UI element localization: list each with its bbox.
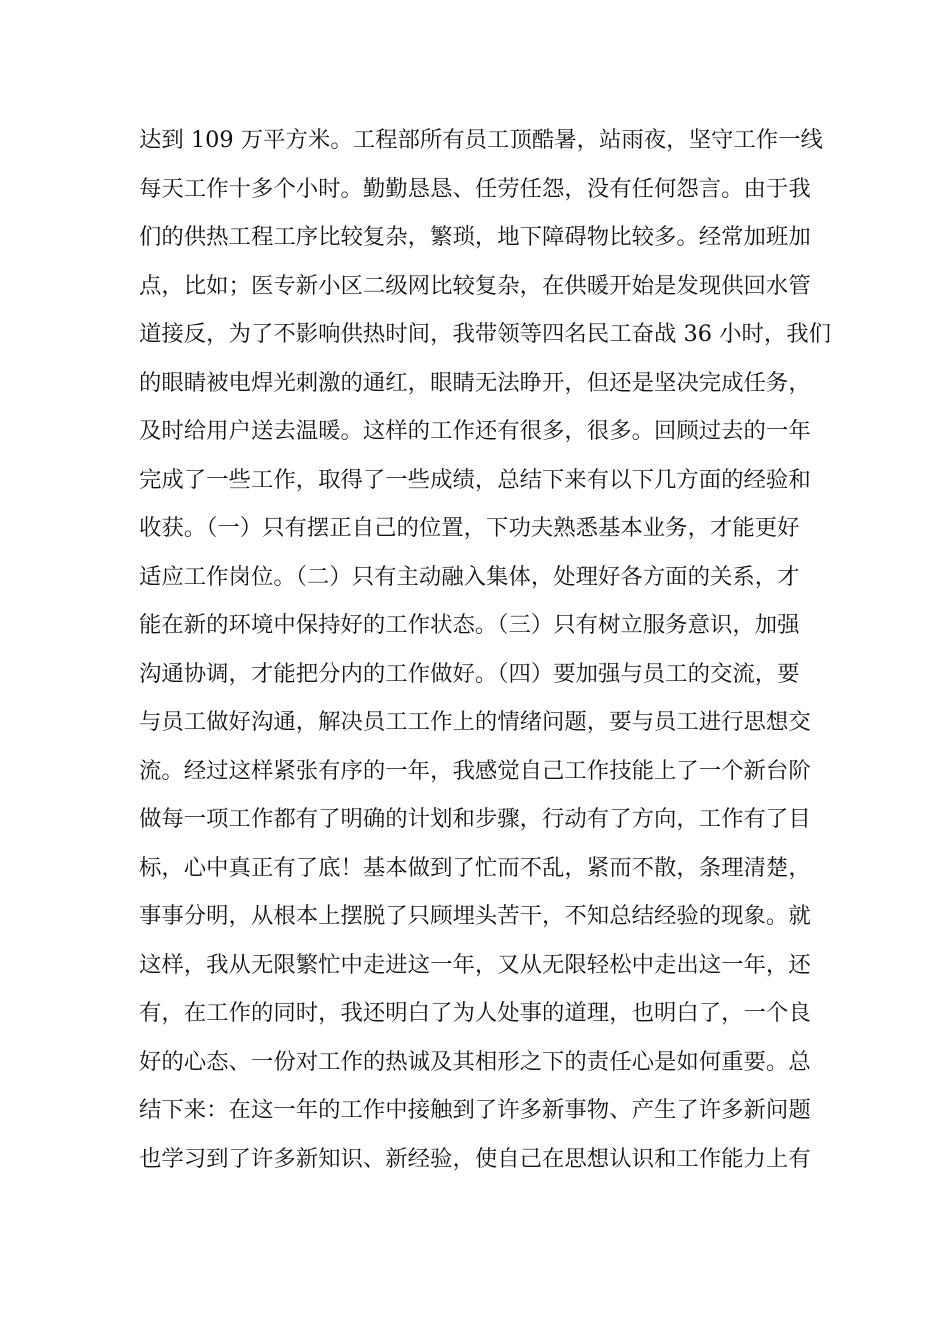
body-paragraph [139,116,839,1183]
text-line: 沟通协调，才能把分内的工作做好。（四）要加强与员工的交流，要 [139,660,800,687]
text-line: 道接反，为了不影响供热时间，我带领等四名民工奋战 36 小时，我们 [139,321,832,347]
text-line: 点，比如；医专新小区二级网比较复杂，在供暖开始是发现供回水管 [139,272,811,299]
text-line: 结下来：在这一年的工作中接触到了许多新事物、产生了许多新问题 [139,1097,811,1123]
text-line: 好的心态、一份对工作的热诚及其相形之下的责任心是如何重要。总 [139,1048,811,1075]
text-line: 标，心中真正有了底！基本做到了忙而不乱，紧而不散，条理清楚， [139,854,811,881]
text-line: 流。经过这样紧张有序的一年，我感觉自己工作技能上了一个新台阶 [139,757,811,784]
text-line: 做每一项工作都有了明确的计划和步骤，行动有了方向，工作有了目 [139,806,811,832]
text-line: 有，在工作的同时，我还明白了为人处事的道理，也明白了，一个良 [139,1000,811,1026]
text-line: 能在新的环境中保持好的工作状态。（三）只有树立服务意识，加强 [139,612,800,638]
text-line: 适应工作岗位。（二）只有主动融入集体，处理好各方面的关系，才 [139,563,800,590]
text-line: 及时给用户送去温暖。这样的工作还有很多，很多。回顾过去的一年 [139,418,811,444]
text-line: 的眼睛被电焊光刺激的通红，眼睛无法睁开，但还是坚决完成任务， [139,369,811,396]
text-line: 事事分明，从根本上摆脱了只顾埋头苦干，不知总结经验的现象。就 [139,903,811,929]
text-line: 这样，我从无限繁忙中走进这一年，又从无限轻松中走出这一年，还 [139,951,811,978]
text-line: 也学习到了许多新知识、新经验，使自己在思想认识和工作能力上有 [139,1145,811,1172]
text-line: 们的供热工程工序比较复杂，繁琐，地下障碍物比较多。经常加班加 [139,224,811,250]
text-line: 完成了一些工作，取得了一些成绩，总结下来有以下几方面的经验和 [139,466,811,493]
text-line: 每天工作十多个小时。勤勤恳恳、任劳任怨，没有任何怨言。由于我 [139,175,811,202]
text-line: 收获。（一）只有摆正自己的位置，下功夫熟悉基本业务，才能更好 [139,515,800,541]
text-line: 达到 109 万平方米。工程部所有员工顶酷暑，站雨夜，坚守工作一线 [139,127,823,153]
text-line: 与员工做好沟通，解决员工工作上的情绪问题，要与员工进行思想交 [139,709,811,735]
